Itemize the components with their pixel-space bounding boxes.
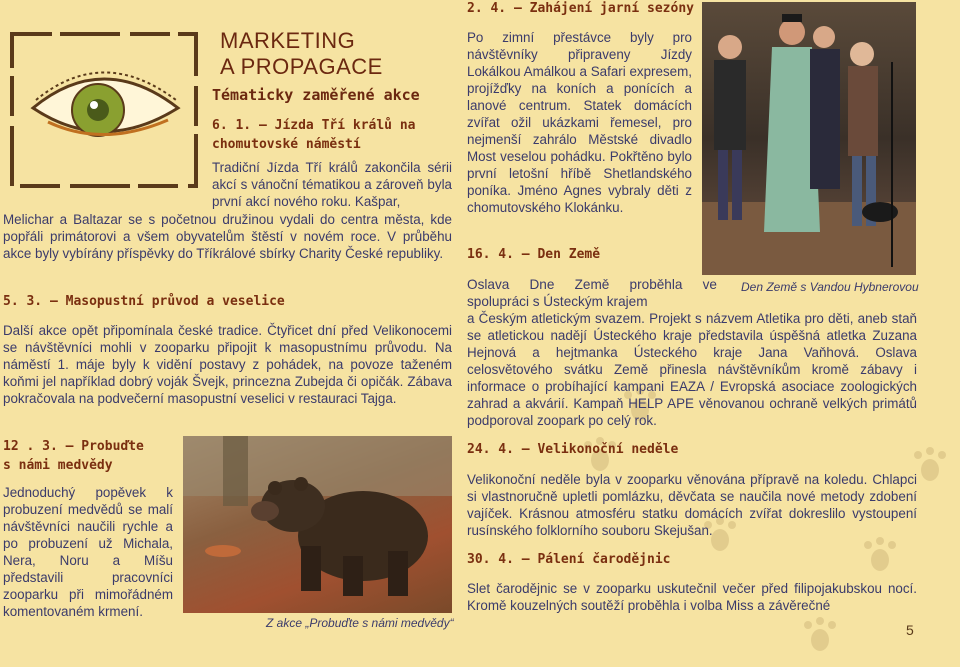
- caption-medvedi: Z akce „Probuďte s námi medvědy“: [266, 616, 454, 630]
- heading-jizda-tri-kralu: 6. 1. – Jízda Tří králů na chomutovské náměstí: [212, 118, 416, 152]
- den-zeme-photo: [702, 2, 916, 275]
- text-velikonoce: Velikonoční neděle byla v zooparku věnována přípravě na koledu. Chlapci si vlastnoručně upletli pomlázku, děvčata se naučila nové metody zdobení vajíček. Krásnou atmosféru statku domácích zvířat dokreslilo vystoupení rusínského folklorního souboru Skejušan.: [467, 472, 917, 538]
- text-jizda-body: Melichar a Baltazar se s početnou družinou vydali do centra města, kde popřáli primátorovi a všem obyvatelům štěstí v novém roce. V průběhu akce byly vybírány příspěvky do Tříkrálové sbírky Charity České republiky.: [3, 212, 452, 261]
- heading-masopust: 5. 3. – Masopustní průvod a veselice: [3, 294, 285, 309]
- heading-den-zeme: 16. 4. – Den Země: [467, 247, 601, 262]
- text-den-zeme-rest: a Českým atletickým svazem. Projekt s názvem Atletika pro děti, aneb staň se atletickou nadějí Ústeckého kraje představila úspěšná atletka Zuzana Hejnová a hejtmanka Ústeckého kraje Jana Vaňhová. Oslava celosvětového svátku Země přinesla návštěvníkům kromě zábavy i informace o probíhající kampani EAZA / Evropská asociace zoologických zahrad a akvárií. Kampaň HELP APE věnovanou ochraně velkých primátů podporoval zoopark po celý rok.: [467, 311, 917, 428]
- page-title: MARKETING A PROPAGACE: [220, 28, 383, 79]
- eye-logo: [8, 30, 200, 190]
- caption-den-zeme: Den Země s Vandou Hybnerovou: [741, 280, 919, 294]
- bear-icon: [183, 436, 452, 613]
- text-den-zeme-top: Oslava Dne Země proběhla ve spolupráci s Ústeckým krajem: [467, 277, 717, 309]
- heading-carodejnice: 30. 4. – Pálení čarodějnic: [467, 552, 671, 567]
- text-masopust: Další akce opět připomínala české tradice. Čtyřicet dní před Velikonocemi se návštěvníci mohli v zooparku připojit k masopustnímu průvodu. Na náměstí 1. máje byly k vidění postavy z pohádek, na povoze taženém koňmi jel například dobrý voják Švejk, princezna Zubejda či opičák. Zábava pokračovala na podvečerní masopustní veselici v restauraci Tajga.: [3, 323, 452, 406]
- eye-logo-icon: [8, 30, 200, 190]
- text-medvedi: Jednoduchý popěvek k probuzení medvědů se malí návštěvníci naučili rychle a po probuzení už Michala, Nera, Noru a Míšu představili pracovníci zooparku při mimořádném komentovaném krmení.: [3, 485, 173, 619]
- heading-velikonoce: 24. 4. – Velikonoční neděle: [467, 442, 679, 457]
- people-icon: [702, 2, 916, 275]
- text-carodejnice: Slet čarodějnic se v zooparku uskutečnil večer před filipojakubskou nocí. Kromě kouzelných soutěží proběhla i volba Miss a závěrečné: [467, 581, 917, 613]
- heading-medvedi: 12 . 3. – Probuďte s námi medvědy: [3, 439, 144, 473]
- heading-jarni-sezona: 2. 4. – Zahájení jarní sezóny: [467, 1, 694, 16]
- page-subtitle: Tématicky zaměřené akce: [212, 86, 420, 104]
- page-number: 5: [906, 622, 914, 638]
- text-jarni-sezona: Po zimní přestávce byly pro návštěvníky připraveny Jízdy Lokálkou Amálkou a Safari expresem, projížďky na koních a ponících a lanové centrum. Statek domácích zvířat ožil ukázkami řemesel, pro nejmenší zahrálo Městské divadlo Most veselou pohádku. Pokřtěno bylo první letošní hříbě Shetlandského poníka. Jméno Agnes vybraly děti z chomutovského Klokánku.: [467, 30, 692, 215]
- bear-photo: [183, 436, 452, 613]
- text-jizda-intro: Tradiční Jízda Tří králů zakončila sérii akcí s vánoční tématikou a zároveň byla první akcí nového roku. Kašpar,: [212, 160, 452, 209]
